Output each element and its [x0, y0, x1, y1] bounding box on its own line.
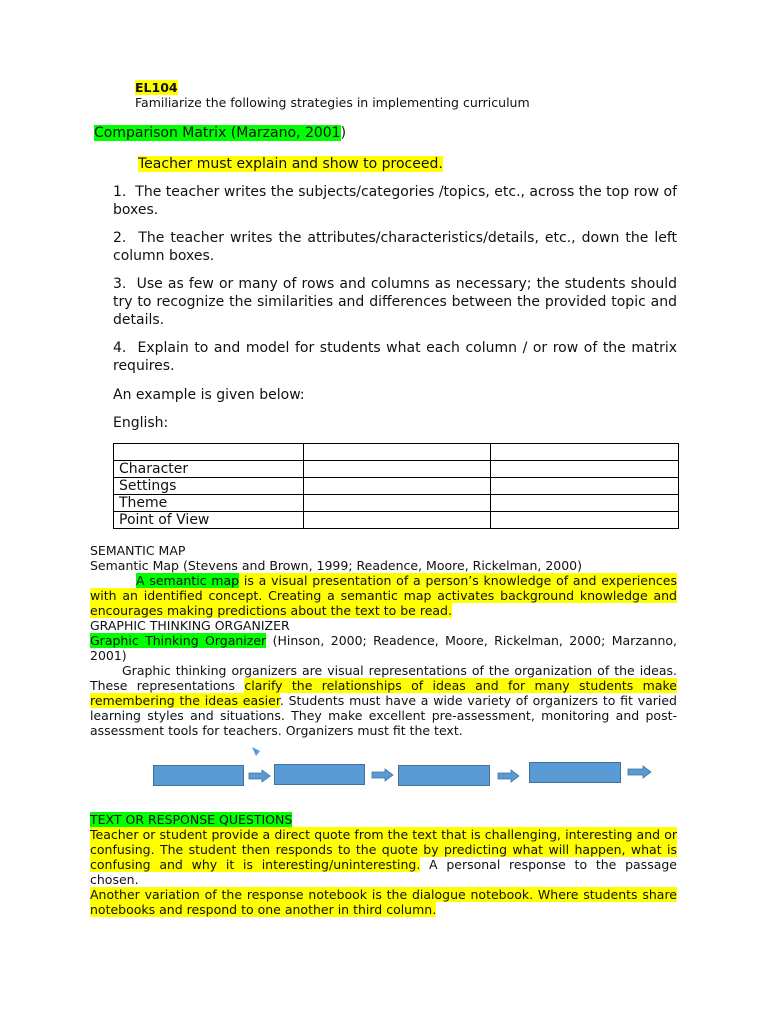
diagram-box: [529, 762, 621, 783]
semantic-map-citation: Semantic Map (Stevens and Brown, 1999; Readence, Moore, Rickelman, 2000): [90, 558, 583, 573]
semantic-map-text: is a visual presentation of a person’s knowledge of and experiences with an identified concept. Creating a semantic map activates background knowledge and encourages making predictions about the text to be read.: [90, 573, 677, 618]
table-cell: [491, 512, 679, 529]
instruction-text: Teacher must explain and show to proceed.: [138, 156, 443, 172]
diagram-box: [153, 765, 244, 786]
graphic-organizer-refs: (Hinson, 2000; Readence, Moore, Rickelman, 2000; Marzanno, 2001): [90, 633, 678, 663]
document-header: [135, 80, 695, 110]
table-row: [114, 478, 679, 495]
table-cell: [304, 512, 491, 529]
arrow-right-icon: [248, 769, 272, 783]
step-number: 4.: [113, 340, 127, 356]
diagram-box: [398, 765, 490, 786]
table-cell: Point of View: [114, 512, 304, 529]
paragraph-highlight: Teacher or student provide a direct quote from the text that is challenging, interesting and or confusing. The student then responds to the quote by predicting what will happen, what is confusing and why it is interesting/uninteresting.: [90, 827, 677, 872]
table-cell: [304, 495, 491, 512]
step-2: [113, 229, 677, 265]
step-number: 3.: [113, 276, 127, 292]
semantic-map-term: A semantic map: [136, 573, 240, 588]
table-cell: [491, 478, 679, 495]
subject-label: English:: [113, 415, 169, 431]
step-number: 1.: [113, 184, 127, 200]
table-cell: Settings: [114, 478, 304, 495]
table-row: [114, 495, 679, 512]
comparison-matrix-table: [113, 443, 679, 529]
step-text: The teacher writes the attributes/characteristics/details, etc., down the left column boxes.: [113, 230, 677, 264]
semantic-map-paragraph: [90, 573, 677, 618]
comparison-heading-text: Comparison Matrix (Marzano, 2001: [94, 125, 341, 141]
step-1: [113, 183, 677, 219]
course-code: EL104: [135, 80, 178, 95]
small-triangle-icon: [250, 745, 262, 757]
table-cell: [491, 444, 679, 461]
graphic-organizer-term: Graphic Thinking Organizer: [90, 633, 267, 648]
step-4: [113, 339, 677, 375]
paragraph-text: A personal response to the passage chosen.: [90, 857, 677, 887]
table-cell: [304, 444, 491, 461]
graphic-organizer-heading: GRAPHIC THINKING ORGANIZER: [90, 618, 290, 633]
table-cell: [491, 461, 679, 478]
flow-diagram: [0, 740, 768, 800]
arrow-right-icon: [627, 765, 653, 779]
table-cell: [304, 461, 491, 478]
table-row: [114, 461, 679, 478]
header-subtitle: Familiarize the following strategies in implementing curriculum: [135, 95, 530, 110]
table-cell: Theme: [114, 495, 304, 512]
response-heading: TEXT OR RESPONSE QUESTIONS: [90, 812, 293, 827]
diagram-box: [274, 764, 365, 785]
response-paragraph-2: [90, 887, 677, 917]
arrow-right-icon: [497, 769, 521, 783]
instruction-line: [138, 155, 443, 173]
step-text: Explain to and model for students what each column / or row of the matrix requires.: [113, 340, 677, 374]
step-number: 2.: [113, 230, 127, 246]
table-cell: [114, 444, 304, 461]
response-section: [90, 812, 677, 917]
table-cell: Character: [114, 461, 304, 478]
comparison-heading: [94, 124, 346, 142]
paragraph-text: . Students must have a wide variety of organizers to fit varied learning styles and situations. They make excellent pre-assessment, monitoring and post-assessment tools for teachers. Organizers must fit the text.: [90, 693, 677, 738]
paragraph-text: Graphic thinking organizers are visual representations of the organization of the ideas. These representations: [90, 663, 677, 693]
comparison-heading-tail: ): [340, 125, 347, 141]
semantic-map-section: [90, 543, 677, 738]
paragraph-highlight: Another variation of the response notebook is the dialogue notebook. Where students share notebooks and respond to one another in third column.: [90, 887, 677, 917]
graphic-organizer-citation: [90, 633, 677, 663]
step-text: The teacher writes the subjects/categories /topics, etc., across the top row of boxes.: [113, 184, 677, 218]
arrow-right-icon: [371, 768, 395, 782]
response-paragraph-1: [90, 827, 677, 887]
table-row: [114, 512, 679, 529]
step-text: Use as few or many of rows and columns as necessary; the students should try to recognize the similarities and differences between the provided topic and details.: [113, 276, 677, 328]
semantic-map-heading: SEMANTIC MAP: [90, 543, 186, 558]
table-cell: [491, 495, 679, 512]
graphic-organizer-paragraph: [90, 663, 677, 738]
step-3: [113, 275, 677, 329]
table-row: [114, 444, 679, 461]
paragraph-highlight: clarify the relationships of ideas and for many students make remembering the ideas easier: [90, 678, 677, 708]
example-intro: An example is given below:: [113, 387, 305, 403]
table-cell: [304, 478, 491, 495]
